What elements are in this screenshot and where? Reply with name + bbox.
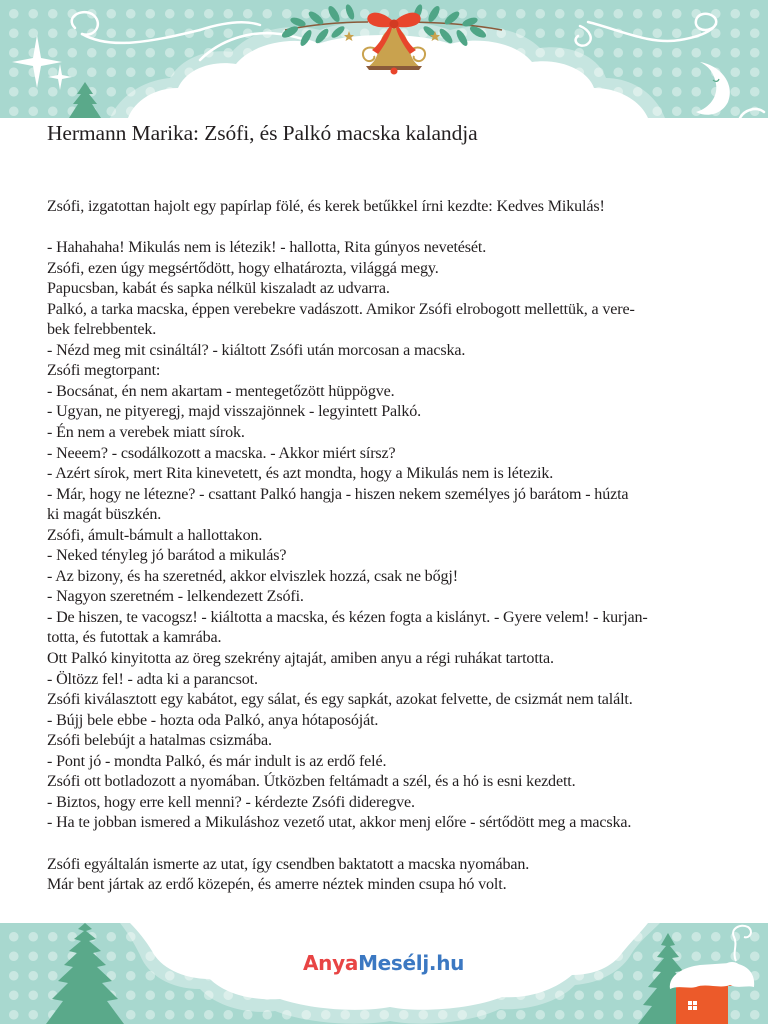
header-decoration [0, 0, 768, 118]
text-line: bek felrebbentek. [47, 321, 157, 339]
text-line: Palkó, a tarka macska, éppen verebekre vadászott. Amikor Zsófi elrobogott mellettük, a vere- [47, 300, 635, 318]
text-line: Ott Palkó kinyitotta az öreg szekrény ajtaját, amiben anyu a régi ruhákat tartotta. [47, 650, 554, 668]
smoke-swirl-icon [733, 926, 751, 961]
paragraph [47, 197, 737, 218]
text-line: - Ha te jobban ismered a Mikuláshoz vezető utat, akkor menj előre - sértődött meg a macska. [47, 814, 632, 832]
paragraph-spacer [47, 834, 737, 855]
text-line: totta, és futottak a kamrába. [47, 629, 222, 647]
text-line: - Nagyon szeretném - lelkendezett Zsófi. [47, 588, 304, 606]
logo-text-domain: .hu [428, 951, 465, 975]
text-line: - De hiszen, te vacogsz! - kiáltotta a macska, és kézen fogta a kislányt. - Gyere velem! - kurjan- [47, 608, 648, 626]
text-line: Zsófi egyáltalán ismerte az utat, így csendben baktatott a macska nyomában. [47, 855, 530, 873]
text-line: - Én nem a verebek miatt sírok. [47, 424, 245, 442]
text-line: - Az bizony, és ha szeretnéd, akkor elviszlek hozzá, csak ne bőgj! [47, 567, 458, 585]
text-line: Zsófi kiválasztott egy kabátot, egy sálat, és egy sapkát, azokat felvette, de csizmát nem talált. [47, 691, 633, 709]
story-body [47, 197, 737, 896]
site-logo[interactable] [303, 951, 464, 975]
pine-tree-icon [46, 923, 124, 1024]
text-line: - Pont jó - mondta Palkó, és már indult is az erdő felé. [47, 752, 387, 770]
snowy-house-icon [670, 962, 754, 1024]
paragraph [47, 238, 737, 834]
text-line: Zsófi, izgatottan hajolt egy papírlap fölé, és kerek betűkkel írni kezdte: Kedves Mikulás! [47, 198, 605, 215]
paragraph [47, 855, 737, 896]
text-line: - Azért sírok, mert Rita kinevetett, és azt mondta, hogy a Mikulás nem is létezik. [47, 465, 554, 483]
paragraph-spacer [47, 218, 737, 239]
text-line: Zsófi, ezen úgy megsértődött, hogy elhatározta, világgá megy. [47, 259, 439, 277]
text-line: Zsófi belebújt a hatalmas csizmába. [47, 732, 272, 750]
logo-text-meselj: Mesélj [358, 951, 429, 975]
header-banner [0, 0, 768, 118]
logo-text-any: Any [303, 951, 345, 975]
text-line: Zsófi, ámult-bámult a hallottakon. [47, 526, 263, 544]
text-line: Papucsban, kabát és sapka nélkül kiszaladt az udvarra. [47, 280, 390, 298]
text-line: - Ugyan, ne pityeregj, majd visszajönnek - legyintett Palkó. [47, 403, 422, 421]
logo-text-a: a [344, 951, 359, 975]
sparkle-star-icon [12, 35, 72, 90]
crescent-moon-icon [696, 62, 730, 115]
text-line: Már bent jártak az erdő közepén, és amerre néztek minden csupa hó volt. [47, 876, 507, 894]
page-title: Hermann Marika: Zsófi, és Palkó macska kalandja [47, 121, 478, 145]
text-line: - Neeem? - csodálkozott a macska. - Akkor miért sírsz? [47, 444, 396, 462]
text-line: - Neked tényleg jó barátod a mikulás? [47, 547, 287, 565]
text-line: Zsófi ott botladozott a nyomában. Útközben feltámadt a szél, és a hó is esni kezdett. [47, 773, 576, 791]
text-line: - Nézd meg mit csináltál? - kiáltott Zsófi után morcosan a macska. [47, 341, 466, 359]
text-line: - Biztos, hogy erre kell menni? - kérdezte Zsófi dideregve. [47, 793, 415, 811]
text-line: ki magát büszkén. [47, 506, 162, 524]
text-line: - Bújj bele ebbe - hozta oda Palkó, anya hótaposóját. [47, 711, 379, 729]
text-line: Zsófi megtorpant: [47, 362, 161, 380]
text-line: - Öltözz fel! - adta ki a parancsot. [47, 670, 258, 688]
pine-tree-icon [69, 82, 101, 118]
text-line: - Már, hogy ne létezne? - csattant Palkó hangja - hiszen nekem személyes jó barátom - húzta [47, 485, 629, 503]
text-line: - Hahahaha! Mikulás nem is létezik! - hallotta, Rita gúnyos nevetését. [47, 239, 487, 257]
text-line: - Bocsánat, én nem akartam - mentegetőzött hüppögve. [47, 382, 395, 400]
